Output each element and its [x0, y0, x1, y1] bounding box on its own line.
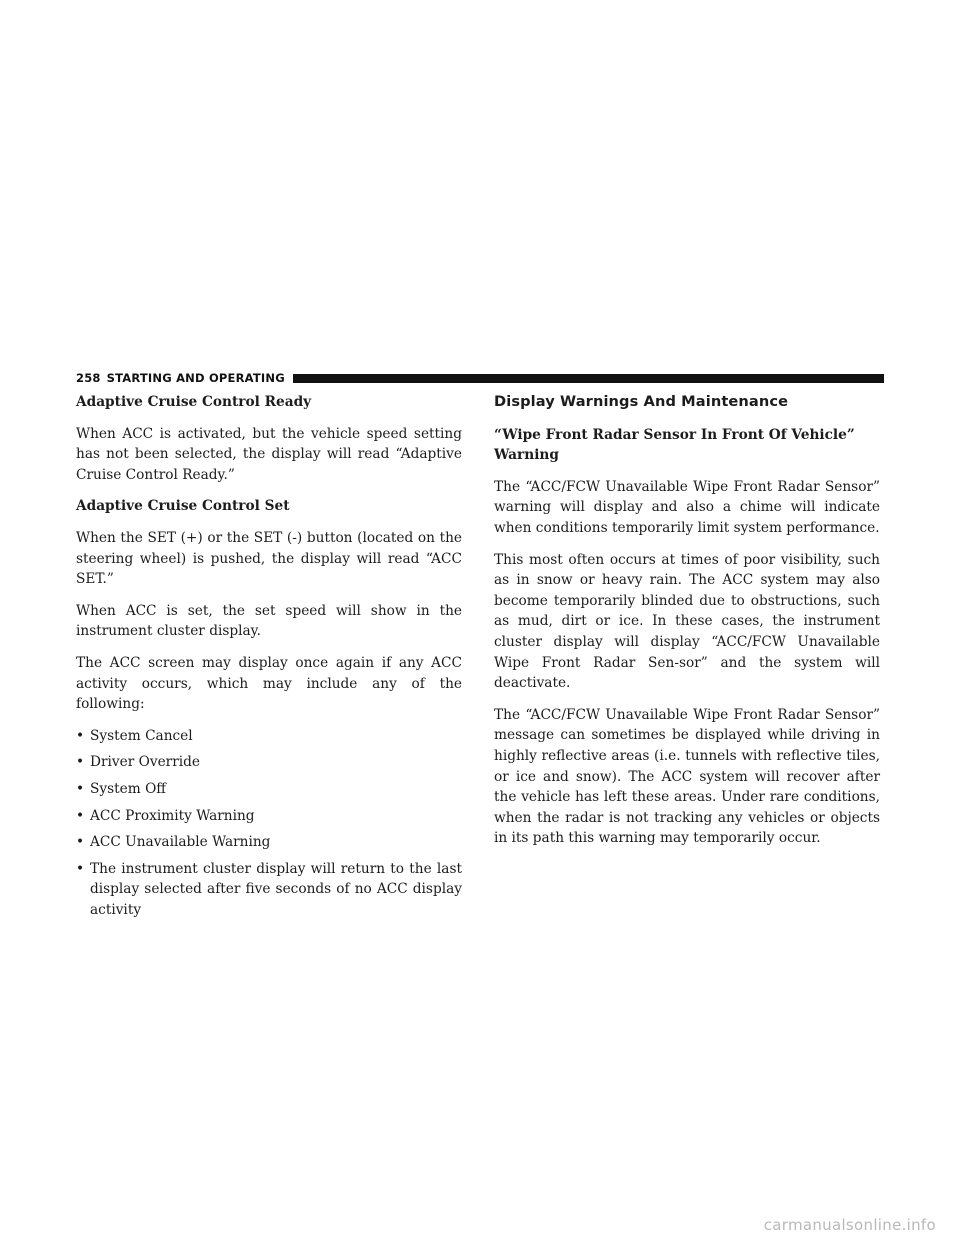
watermark: carmanualsonline.info	[763, 1216, 936, 1234]
bullet-icon: •	[76, 727, 85, 744]
list-item: • Driver Override	[76, 752, 462, 773]
acc-ready-paragraph: When ACC is activated, but the vehicle speed setting has not been selected, the display will read “Adaptive Cruise Control Ready.”	[76, 425, 462, 483]
list-item: • System Cancel	[76, 726, 462, 747]
bullet-icon: •	[76, 754, 85, 771]
warning-paragraph-3: The “ACC/FCW Unavailable Wipe Front Radar Sensor” message can sometimes be displayed while driving in highly reflective areas (i.e. tunnels with reflective tiles, or ice and snow). The ACC system will recover after the vehicle has left these areas. Under rare conditions, when the radar is not tracking any vehicles or objects in its path this warning may temporarily occur.	[494, 706, 880, 847]
bullet-icon: •	[76, 860, 85, 877]
warning-paragraph-1: The “ACC/FCW Unavailable Wipe Front Radar Sensor” warning will display and also a chime will indicate when conditions temporarily limit system performance.	[494, 478, 880, 536]
warning-paragraph-2: This most often occurs at times of poor visibility, such as in snow or heavy rain. The ACC system may also become temporarily blinded due to obstructions, such as mud, dirt or ice. In these cases, the instrument cluster display will display “ACC/FCW Unavailable Wipe Front Radar Sen-sor” and the system will deactivate.	[494, 551, 880, 692]
acc-ready-heading: Adaptive Cruise Control Ready	[76, 394, 312, 410]
acc-set-heading: Adaptive Cruise Control Set	[76, 498, 290, 515]
wipe-radar-subheading: “Wipe Front Radar Sensor In Front Of Vehicle” Warning	[494, 426, 855, 464]
page-number: 258	[76, 371, 101, 385]
bullet-icon: •	[76, 834, 85, 851]
header-rule	[293, 374, 884, 383]
bullet-icon: •	[76, 780, 85, 797]
display-warnings-heading: Display Warnings And Maintenance	[494, 393, 789, 410]
left-column	[76, 392, 462, 926]
section-title: STARTING AND OPERATING	[106, 371, 285, 385]
acc-set-paragraph: When the SET (+) or the SET (-) button (located on the steering wheel) is pushed, the display will read “ACC SET.”	[76, 529, 462, 588]
list-item: • ACC Unavailable Warning	[76, 832, 462, 853]
page-header	[76, 371, 884, 385]
list-item: • System Off	[76, 779, 462, 800]
right-column	[494, 392, 880, 860]
set-speed-paragraph: When ACC is set, the set speed will show in the instrument cluster display.	[76, 602, 462, 640]
bullet-icon: •	[76, 807, 85, 824]
acc-screen-paragraph: The ACC screen may display once again if any ACC activity occurs, which may include any of the following:	[76, 654, 462, 713]
acc-activity-list	[76, 726, 462, 921]
list-item: • ACC Proximity Warning	[76, 806, 462, 827]
list-item: • The instrument cluster display will return to the last display selected after five seconds of no ACC display activity	[76, 860, 462, 918]
